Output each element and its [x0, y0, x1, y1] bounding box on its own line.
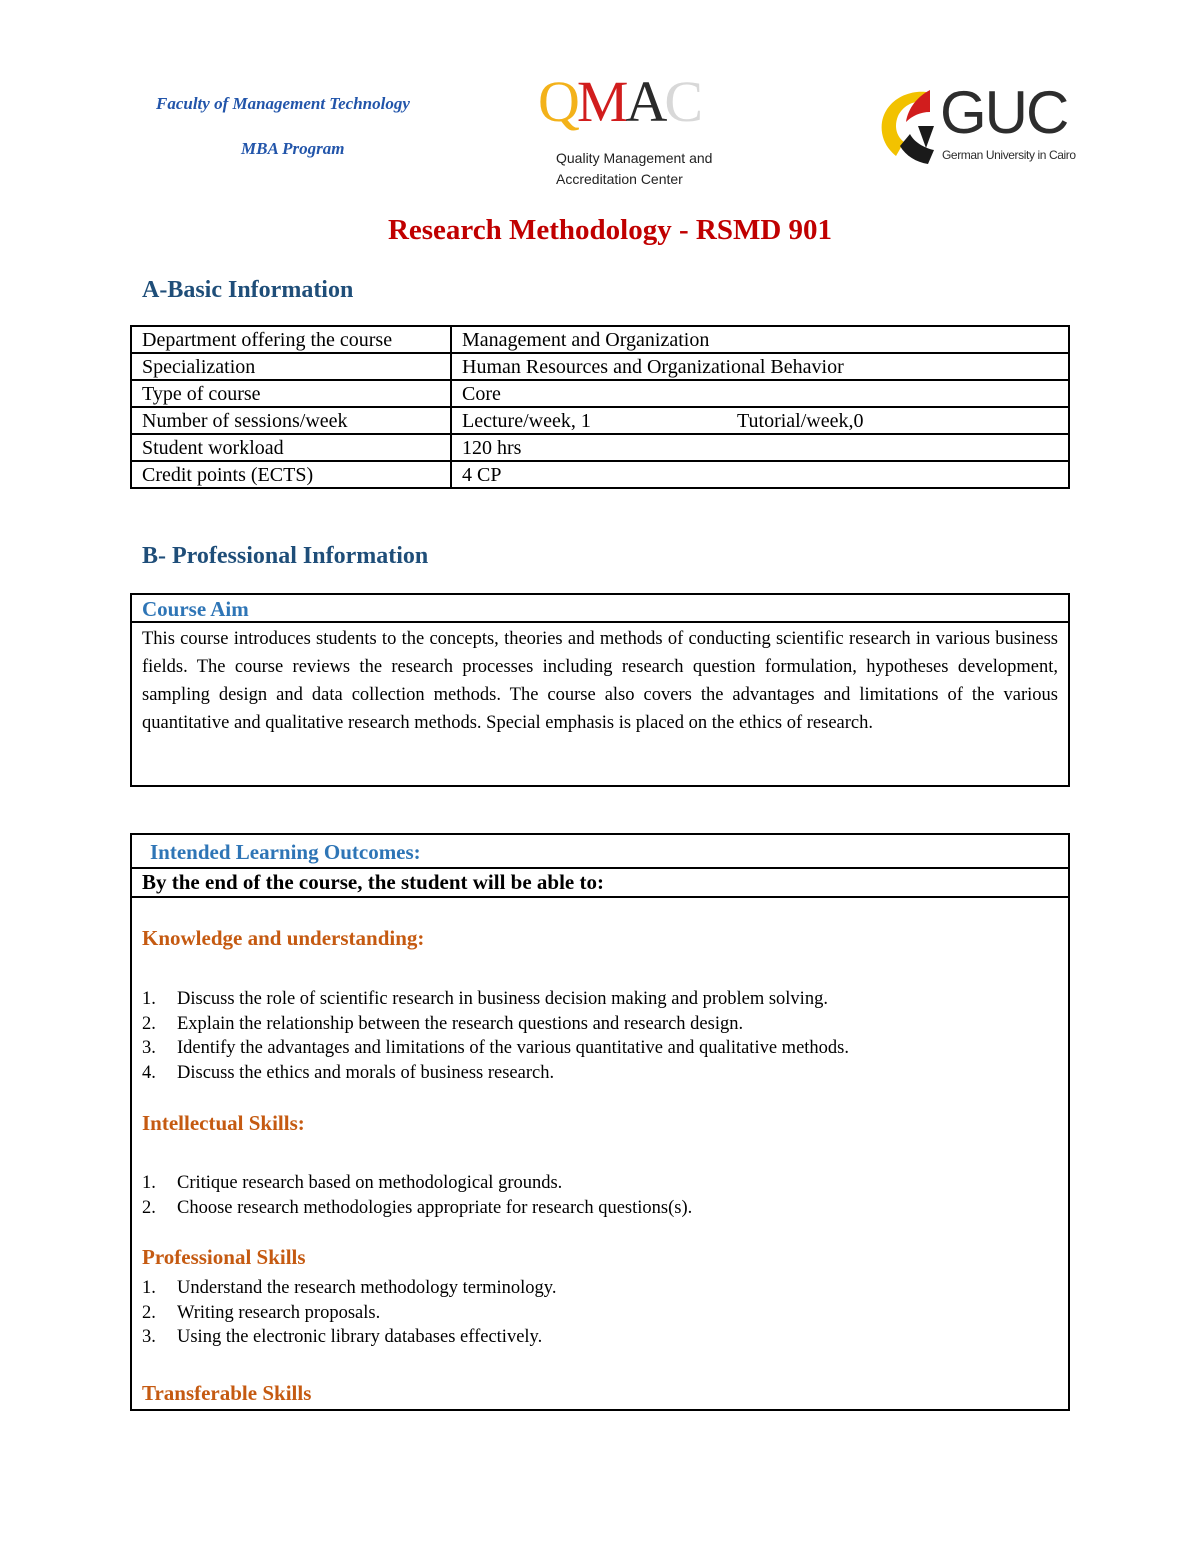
qmac-subtitle: Quality Management and Accreditation Center [556, 150, 713, 187]
faculty-name: Faculty of Management Technology [156, 94, 410, 113]
table-cell-value: Management and Organization [451, 326, 1069, 353]
guc-wordmark: GUC [940, 79, 1068, 146]
table-cell-key: Department offering the course [131, 326, 451, 353]
basic-info-table [130, 325, 1070, 489]
intellectual-list [132, 1171, 692, 1220]
list-item: 2. Explain the relationship between the research questions and research design. [142, 1013, 744, 1034]
table-row [131, 353, 1069, 380]
table-row [131, 434, 1069, 461]
lecture-count: Lecture/week, 1 [462, 409, 591, 432]
table-cell-value: 120 hrs [451, 434, 1069, 461]
table-row [131, 326, 1069, 353]
intellectual-heading: Intellectual Skills: [142, 1111, 305, 1135]
table-cell-key: Number of sessions/week [131, 407, 451, 434]
learning-outcomes-box [130, 833, 1070, 1411]
knowledge-heading: Knowledge and understanding: [142, 926, 425, 950]
table-cell-key: Credit points (ECTS) [131, 461, 451, 488]
list-item: 3. Identify the advantages and limitations of the various quantitative and qualitative methods. [142, 1038, 849, 1058]
section-a-heading: A-Basic Information [142, 277, 354, 303]
table-row [131, 461, 1069, 488]
knowledge-list [132, 987, 849, 1085]
list-item: 1. Understand the research methodology terminology. [142, 1278, 557, 1298]
list-item: 2. Writing research proposals. [142, 1302, 381, 1323]
course-aim-box [130, 593, 1070, 787]
table-cell-key: Specialization [131, 353, 451, 380]
ilo-heading: Intended Learning Outcomes: [132, 835, 1068, 869]
table-row [131, 407, 1069, 434]
program-name: MBA Program [241, 139, 345, 158]
course-aim-text: This course introduces students to the concepts, theories and methods of conducting scientific research in various business fields. The course reviews the research processes including research question formulation, hypotheses development, sampling design and data collection methods. The course also covers the advantages and limitations of the various quantitative and qualitative research methods. Special emphasis is placed on the ethics of research. [142, 629, 1058, 733]
table-row [131, 380, 1069, 407]
list-item: 1. Discuss the role of scientific research in business decision making and problem solving. [142, 989, 828, 1009]
section-b-heading: B- Professional Information [142, 543, 429, 569]
guc-subtitle: German University in Cairo [942, 148, 1076, 162]
document-title: Research Methodology - RSMD 901 [387, 214, 833, 246]
list-item: 4. Discuss the ethics and morals of business research. [142, 1062, 555, 1083]
table-cell-value: 4 CP [451, 461, 1069, 488]
transferable-heading: Transferable Skills [142, 1381, 312, 1405]
list-item: 3. Using the electronic library databases effectively. [142, 1327, 543, 1347]
table-cell-value [451, 407, 1069, 434]
tutorial-count: Tutorial/week,0 [737, 409, 864, 432]
table-cell-key: Type of course [131, 380, 451, 407]
ilo-subheading: By the end of the course, the student will be able to: [132, 869, 1068, 898]
qmac-logo: QMAC [538, 69, 701, 134]
table-cell-value: Core [451, 380, 1069, 407]
list-item: 1. Critique research based on methodological grounds. [142, 1173, 563, 1193]
table-cell-key: Student workload [131, 434, 451, 461]
professional-heading: Professional Skills [142, 1245, 306, 1269]
table-cell-value: Human Resources and Organizational Behavior [451, 353, 1069, 380]
course-aim-heading: Course Aim [132, 595, 1068, 623]
professional-list [132, 1276, 557, 1350]
list-item: 2. Choose research methodologies appropriate for research questions(s). [142, 1197, 693, 1218]
